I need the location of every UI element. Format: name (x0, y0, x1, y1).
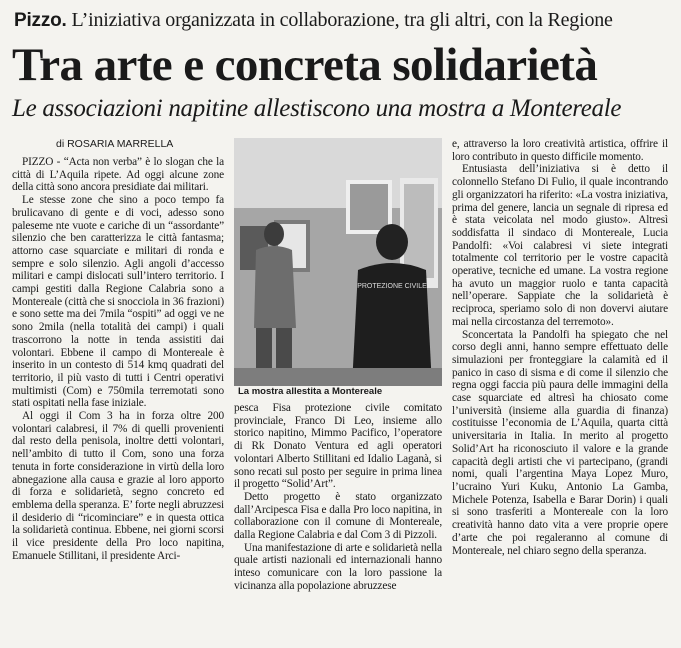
paragraph: Detto progetto è stato organizzato dall’Arcipesca Fisa e dalla Pro loco napitina, in collaborazione con il comune di Montereale, dalla Regione Calabria e dal Com 3 di Pizzoli. (234, 490, 442, 542)
kicker-location: Pizzo. (14, 10, 67, 31)
article-column-1 (12, 156, 224, 644)
person-right-body (352, 263, 432, 386)
person-left-body (254, 246, 296, 328)
headline: Tra arte e concreta solidarietà (12, 39, 598, 91)
shirt-text: PROTEZIONE CIVILE (357, 283, 427, 290)
paragraph: PIZZO - “Acta non verba” è lo slogan che la città di L’Aquila ripete. Ad oggi alcune zone della città sono ancora presidiate dai militari. (12, 156, 224, 194)
article-photo (234, 138, 442, 386)
photo-illustration (234, 138, 442, 386)
kicker-text: L’iniziativa organizzata in collaborazione, tra gli altri, con la Regione (66, 9, 613, 31)
paragraph: Al oggi il Com 3 ha in forza oltre 200 volontari calabresi, il 7% di quelli provenienti dal resto della penisola, inoltre detti volontari, nell’ambito di tutto il Com, sono una forza tenuta in forte considerazione in virtù della loro abnegazione alla causa e grazie al loro apporto di forza e solidarietà, segno concreto ed emblema della speranza. E’ forte negli abruzzesi il desiderio di “ricominciare” e in questa ottica la solidarietà continua. Ebbene, nei giorni scorsi il vice presidente della Pro loco napitina, Emanuele Stillitani, il presidente Arci- (12, 410, 224, 562)
paragraph: Entusiasta dell’iniziativa si è detto il colonnello Stefano Di Fulio, il quale incontrando gli organizzatori ha riferito: «La vostra iniziativa, prima del genere, lancia un segnale di ripresa ed è stata veicolata nel modo giusto». Altresì soddisfatta il sindaco di Montereale, Lucia Pandolfi: «Voi calabresi vi siete integrati totalmente col territorio per le vostre capacità operative, tecniche ed umane. La vostra regione ha avuto un maggior ruolo e tanta capacità nell’operare. Sappiate che la solidarietà è reciproca, speriamo solo di non dovervi aiutare mai nella circostanza del terremoto». (452, 163, 668, 328)
paragraph: e, attraverso la loro creatività artistica, offrire il loro contributo in questo difficile momento. (452, 138, 668, 163)
person-right-head (376, 224, 408, 260)
paragraph: Una manifestazione di arte e solidarietà nella quale artisti nazionali ed internazionali hanno inteso comunicare con la loro passione la vicinanza alla popolazione abruzzese (234, 541, 442, 592)
photo-caption: La mostra allestita a Montereale (238, 386, 383, 397)
article-column-2 (234, 402, 442, 644)
article-column-3 (452, 138, 668, 644)
person-left-head (264, 222, 284, 246)
kicker-line (14, 8, 674, 33)
byline: di ROSARIA MARRELLA (56, 138, 174, 150)
subheadline: Le associazioni napitine allestiscono una mostra a Montereale (12, 95, 622, 122)
paragraph: pesca Fisa protezione civile comitato provinciale, Franco Di Leo, insieme allo storico napitino, Mimmo Pacifico, l’operatore di Rk Donato Ventura ed agli operatori volontari Alberto Stillitani ed Idalio Laganà, si sono recati sul posto per seguire in prima linea il progetto “Solid’Art”. (234, 402, 442, 491)
paragraph: Le stesse zone che sino a poco tempo fa brulicavano di gente e di voci, adesso sono paleseme nte vuote e cariche di un “assordante” silenzio che ben caratterizza le città fantasma; attorno case squarciate e militari di ronda e sempre e solo silenzio. Agli angoli d’accesso militari e campi dislocati sull’intero territorio. I campi gestiti dalla Regione Calabria sono a Montereale (città che si snocciola in 36 frazioni) e sono sette ma dei 7mila “ospiti” ad oggi ve ne sono 2mila (nella totalità dei campi) i quali trascorrono la notte in tenda assistiti dai volontari. Ebbene il campo di Montereale è inserito in un contesto di 514 kmq quadrati del territorio, il più vasto di tutti i Centri operativi multimisti (Com) e 750mila terremotati sono stati ospitati nella fase iniziale. (12, 194, 224, 410)
paragraph: Sconcertata la Pandolfi ha spiegato che nel corso degli anni, hanno sempre effettuato delle simulazioni per fronteggiare la calamità ed il panico in caso di sisma e di come il silenzio che regna oggi faccia più paura delle immagini della case squarciate ed altresì ha chiosato come l’università (insieme alla guardia di finanza) costituisse l’economia de L’Aquila, quarta città universitaria in Italia. In merito al progetto Solid’Art ha riconosciuto il valore e la grande capacità degli artisti che vi partecipano, (grandi nomi, quali l’argentina Maya Lopez Muro, l’ucraino Yuri Kuku, Antonio La Gamba, Michele Potenza, Isabella e Barar Dorin) i quali si sono trasferiti a Montereale con la loro creatività hanno dato vita a vere proprie opere d’arte che poi regaleranno al comune di Montereale, nel chiaro segno della speranza. (452, 328, 668, 557)
